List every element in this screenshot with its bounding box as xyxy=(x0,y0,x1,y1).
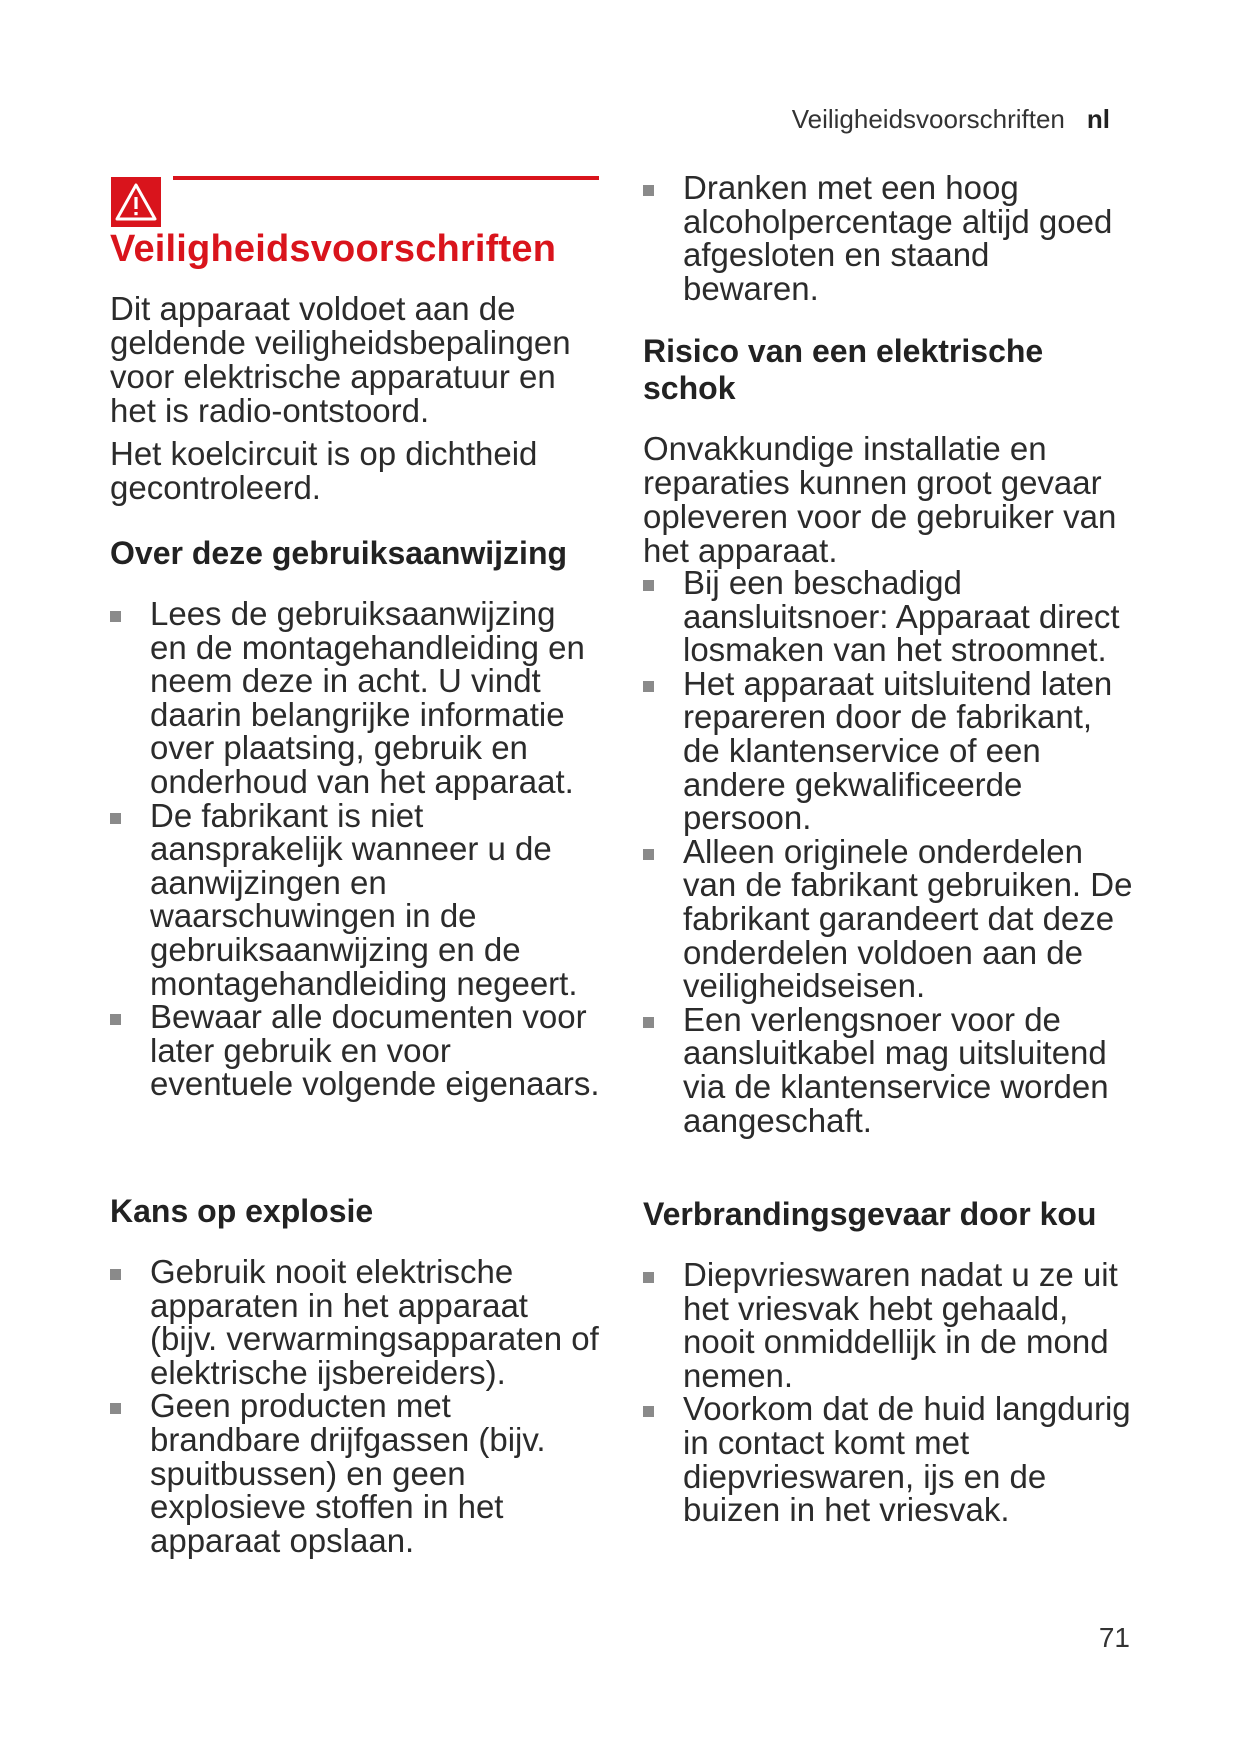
header-section: Veiligheidsvoorschriften xyxy=(791,104,1065,134)
heading-manual: Over deze gebruiksaanwijzing xyxy=(110,535,568,571)
intro-paragraph-2: Het koelcircuit is op dichtheid gecontroleerd. xyxy=(110,435,538,506)
bullet-square-icon xyxy=(643,849,654,860)
list-item: Bij een beschadigd aansluitsnoer: Apparaat direct losmaken van het stroomnet. xyxy=(643,566,1133,667)
heading-cold: Verbrandingsgevaar door kou xyxy=(643,1196,1097,1232)
heading-explosion: Kans op explosie xyxy=(110,1193,374,1229)
electric-intro: Onvakkundige installatie en reparaties kunnen groot gevaar opleveren voor de gebruiker van het apparaat. xyxy=(643,430,1117,569)
list-item: De fabrikant is niet aansprakelijk wanneer u de aanwijzingen en waarschuwingen in de gebruiksaanwijzing en de montagehandleiding negeert. xyxy=(110,799,600,1001)
explosion-list xyxy=(110,1255,600,1557)
drinks-list xyxy=(643,171,1123,305)
heading-electric: Risico van een elektrische schok xyxy=(643,333,1044,406)
list-item: Diepvrieswaren nadat u ze uit het vriesvak hebt gehaald, nooit onmiddellijk in de mond nemen. xyxy=(643,1258,1133,1392)
list-item: Geen producten met brandbare drijfgassen (bijv. spuitbussen) en geen explosieve stoffen in het apparaat opslaan. xyxy=(110,1389,600,1557)
title-rule xyxy=(173,176,599,180)
list-item: Gebruik nooit elektrische apparaten in het apparaat (bijv. verwarmingsapparaten of elektrische ijsbereiders). xyxy=(110,1255,600,1389)
header-language: nl xyxy=(1086,104,1110,134)
bullet-square-icon xyxy=(110,813,121,824)
list-item: Voorkom dat de huid langdurig in contact komt met diepvrieswaren, ijs en de buizen in het vriesvak. xyxy=(643,1392,1133,1526)
bullet-square-icon xyxy=(110,1269,121,1280)
warning-icon xyxy=(111,177,161,227)
bullet-square-icon xyxy=(110,611,121,622)
bullet-square-icon xyxy=(643,185,654,196)
bullet-square-icon xyxy=(643,1272,654,1283)
list-item: Bewaar alle documenten voor later gebruik en voor eventuele volgende eigenaars. xyxy=(110,1000,600,1101)
bullet-square-icon xyxy=(643,1017,654,1028)
list-item: Het apparaat uitsluitend laten repareren door de fabrikant, de klantenservice of een andere gekwalificeerde persoon. xyxy=(643,667,1133,835)
page-header xyxy=(792,104,1110,135)
list-item: Een verlengsnoer voor de aansluitkabel mag uitsluitend via de klantenservice worden aangeschaft. xyxy=(643,1003,1133,1137)
cold-list xyxy=(643,1258,1133,1527)
bullet-square-icon xyxy=(110,1403,121,1414)
intro-paragraph-1: Dit apparaat voldoet aan de geldende veiligheidsbepalingen voor elektrische apparatuur en het is radio-ontstoord. xyxy=(110,290,571,429)
page-number: 71 xyxy=(1098,1622,1130,1653)
list-item: Dranken met een hoog alcoholpercentage altijd goed afgesloten en staand bewaren. xyxy=(643,171,1123,305)
bullet-square-icon xyxy=(643,1406,654,1417)
bullet-square-icon xyxy=(643,681,654,692)
electric-list xyxy=(643,566,1133,1137)
page-title: Veiligheidsvoorschriften xyxy=(110,228,557,270)
bullet-square-icon xyxy=(643,580,654,591)
manual-list xyxy=(110,597,600,1101)
bullet-square-icon xyxy=(110,1014,121,1025)
list-item: Alleen originele onderdelen van de fabrikant gebruiken. De fabrikant garandeert dat deze onderdelen voldoen aan de veiligheidseisen. xyxy=(643,835,1133,1003)
list-item: Lees de gebruiksaanwijzing en de montagehandleiding en neem deze in acht. U vindt daarin belangrijke informatie over plaatsing, gebruik en onderhoud van het apparaat. xyxy=(110,597,600,799)
